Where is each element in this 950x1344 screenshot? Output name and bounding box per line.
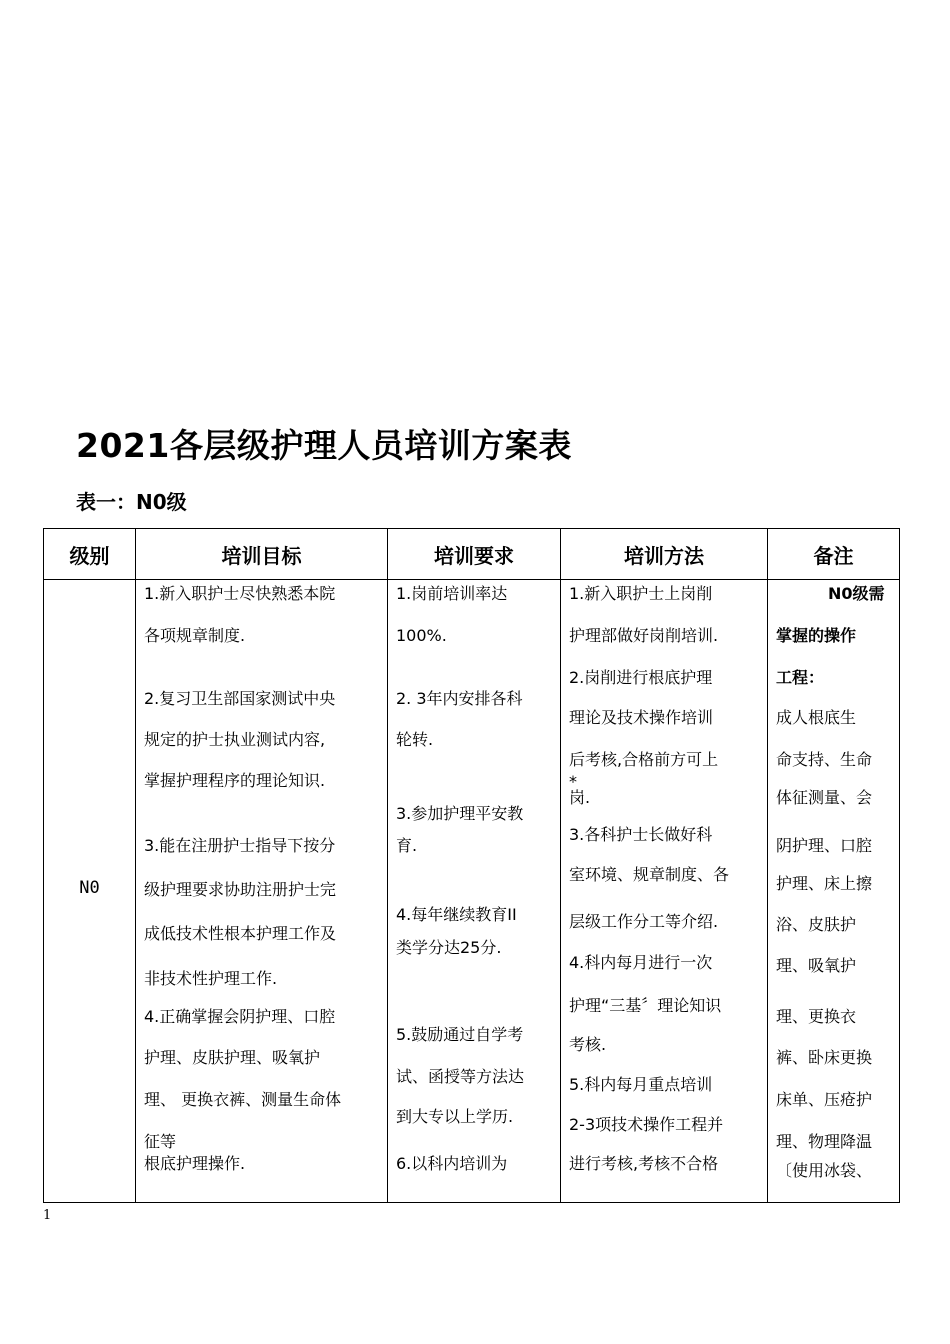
method-line: 进行考核,考核不合格 <box>569 1154 719 1173</box>
requirement-line: 到大专以上学历. <box>396 1107 514 1126</box>
goal-line: 规定的护士执业测试内容, <box>144 730 326 749</box>
requirement-line: 3.参加护理平安教 <box>396 804 524 823</box>
methods-cell <box>561 580 768 1203</box>
note-line: 理、更换衣 <box>776 1007 857 1026</box>
goal-line: 征等 <box>144 1132 177 1151</box>
goal-line: 3.能在注册护士指导下按分 <box>144 836 336 855</box>
method-line: 岗. <box>569 788 591 807</box>
level-cell <box>44 580 136 1203</box>
table-caption: 表一：N0级 <box>76 490 187 514</box>
method-line: 室环境、规章制度、各 <box>569 865 730 884</box>
note-heading-line: 工程： <box>776 668 825 687</box>
goal-line: 成低技术性根本护理工作及 <box>144 924 337 943</box>
note-heading-line: N0级需 <box>828 584 885 603</box>
method-line: 2-3项技术操作工程并 <box>569 1115 724 1134</box>
requirement-line: 100%. <box>396 626 447 645</box>
header-goals: 培训目标 <box>136 529 388 580</box>
method-line: * <box>569 772 577 791</box>
note-heading-line: 掌握的操作 <box>776 626 857 645</box>
header-requirements: 培训要求 <box>388 529 561 580</box>
goal-line: 1.新入职护士尽快熟悉本院 <box>144 584 336 603</box>
requirement-line: 育. <box>396 836 418 855</box>
note-line: 命支持、生命 <box>776 750 873 769</box>
requirement-line: 6.以科内培训为 <box>396 1154 508 1173</box>
method-line: 层级工作分工等介绍. <box>569 912 719 931</box>
requirements-cell <box>388 580 561 1203</box>
table-row <box>44 580 900 1203</box>
table-header-row <box>44 529 900 580</box>
requirement-line: 类学分达25分. <box>396 938 502 957</box>
note-line: 床单、压疮护 <box>776 1090 873 1109</box>
method-line: 考核. <box>569 1035 607 1054</box>
requirement-line: 4.每年继续教育II <box>396 905 517 924</box>
note-line: 成人根底生 <box>776 708 857 727</box>
goal-line: 根底护理操作. <box>144 1154 246 1173</box>
goals-cell <box>136 580 388 1203</box>
goal-line: 非技术性护理工作. <box>144 969 278 988</box>
note-line: 裤、卧床更换 <box>776 1048 873 1067</box>
method-line: 后考核,合格前方可上 <box>569 750 719 769</box>
page-title: 2021各层级护理人员培训方案表 <box>76 426 572 465</box>
method-line: 2.岗削进行根底护理 <box>569 668 713 687</box>
note-line: 理、物理降温 <box>776 1132 873 1151</box>
method-line: 理论及技术操作培训 <box>569 708 714 727</box>
note-line: 〔使用冰袋、 <box>776 1161 873 1180</box>
method-line: 4.科内每月进行一次 <box>569 953 713 972</box>
goal-line: 护理、皮肤护理、吸氧护 <box>144 1048 321 1067</box>
goal-line: 理、 更换衣裤、测量生命体 <box>144 1090 342 1109</box>
method-line: 1.新入职护士上岗削 <box>569 584 713 603</box>
requirement-line: 5.鼓励通过自学考 <box>396 1025 524 1044</box>
note-line: 体征测量、会 <box>776 788 873 807</box>
note-line: 护理、床上擦 <box>776 874 873 893</box>
method-line: 护理“三基〞理论知识 <box>569 996 722 1015</box>
level-value: N0 <box>79 878 100 898</box>
note-line: 浴、皮肤护 <box>776 915 857 934</box>
header-level: 级别 <box>44 529 136 580</box>
method-line: 护理部做好岗削培训. <box>569 626 719 645</box>
page-number: 1 <box>43 1208 52 1223</box>
training-plan-table <box>43 528 900 1203</box>
goal-line: 4.正确掌握会阴护理、口腔 <box>144 1007 336 1026</box>
goal-line: 2.复习卫生部国家测试中央 <box>144 689 336 708</box>
goal-line: 掌握护理程序的理论知识. <box>144 771 326 790</box>
header-notes: 备注 <box>768 529 900 580</box>
method-line: 5.科内每月重点培训 <box>569 1075 713 1094</box>
note-line: 阴护理、口腔 <box>776 836 873 855</box>
method-line: 3.各科护士长做好科 <box>569 825 713 844</box>
header-methods: 培训方法 <box>561 529 768 580</box>
requirement-line: 1.岗前培训率达 <box>396 584 508 603</box>
goal-line: 各项规章制度. <box>144 626 246 645</box>
requirement-line: 2. 3年内安排各科 <box>396 689 523 708</box>
requirement-line: 轮转. <box>396 730 434 749</box>
requirement-line: 试、函授等方法达 <box>396 1067 525 1086</box>
goal-line: 级护理要求协助注册护士完 <box>144 880 337 899</box>
notes-cell <box>768 580 900 1203</box>
note-line: 理、吸氧护 <box>776 956 857 975</box>
